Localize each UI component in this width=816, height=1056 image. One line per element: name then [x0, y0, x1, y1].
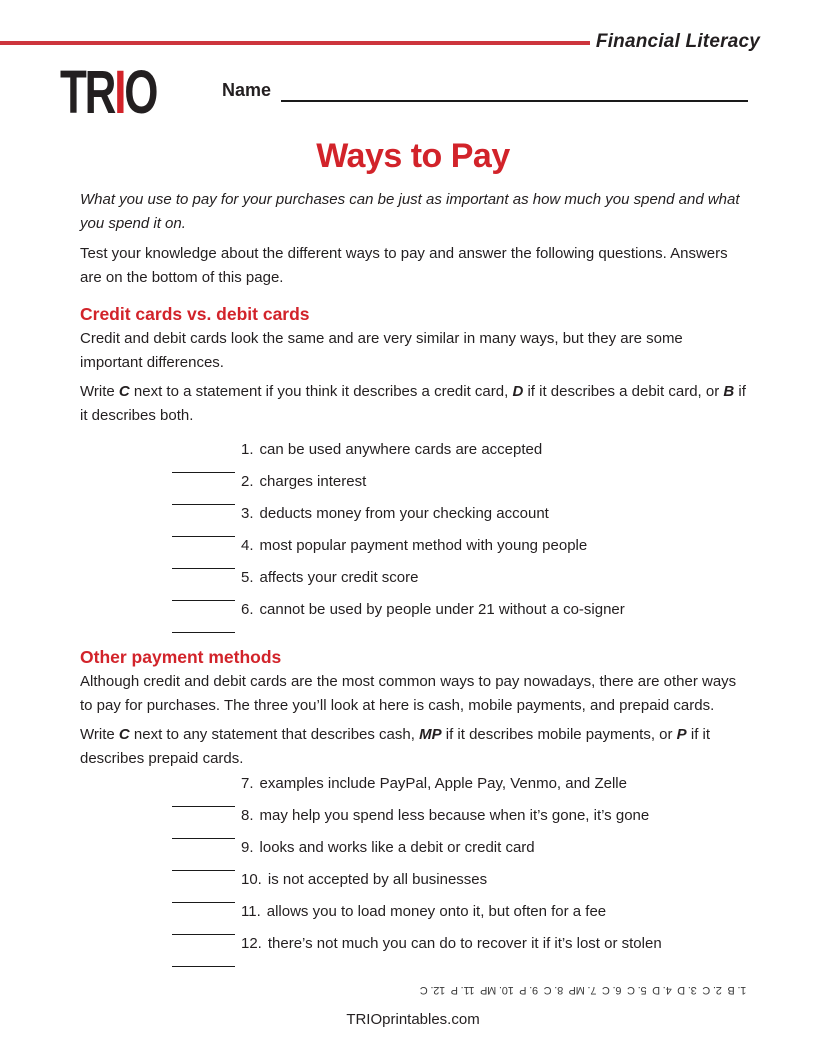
key-letter: P — [676, 726, 687, 743]
question-number: 7. — [241, 775, 254, 792]
trio-logo — [60, 58, 157, 126]
instruction-text: next to a statement if you think it describes a credit card, — [129, 383, 513, 400]
answer-blank[interactable] — [172, 608, 235, 633]
answer-blank[interactable] — [172, 814, 235, 839]
question-row — [172, 537, 746, 569]
answer-blank[interactable] — [172, 544, 235, 569]
question-text: can be used anywhere cards are accepted — [259, 441, 543, 458]
name-row — [222, 80, 748, 102]
question-row — [172, 935, 746, 967]
question-row — [172, 505, 746, 537]
answer-blank[interactable] — [172, 878, 235, 903]
answer-key: 1. B 2. C 3. D 4. D 5. C 6. C 7. MP 8. C 9. P 10. MP 11. P 12. C — [419, 984, 746, 996]
question-number: 12. — [241, 935, 262, 952]
answer-blank[interactable] — [172, 910, 235, 935]
intro-lead: What you use to pay for your purchases can be just as important as how much you spend and what you spend it on. — [80, 191, 740, 232]
question-text: there’s not much you can do to recover it if it’s lost or stolen — [267, 935, 662, 952]
instruction-text: if it describes prepaid cards. — [80, 726, 711, 767]
page-title: Ways to Pay — [316, 137, 510, 175]
question-row — [172, 601, 746, 633]
question-number: 4. — [241, 537, 254, 554]
question-text: charges interest — [259, 473, 367, 490]
section2-heading: Other payment methods — [80, 647, 282, 667]
subject-label: Financial Literacy — [595, 31, 760, 52]
question-number: 10. — [241, 871, 262, 888]
question-text: is not accepted by all businesses — [267, 871, 488, 888]
section1-instruction — [80, 380, 746, 428]
question-row — [172, 441, 746, 473]
logo-letters-tr: TR — [60, 58, 115, 126]
question-row — [172, 871, 746, 903]
question-number: 8. — [241, 807, 254, 824]
section2-description: Although credit and debit cards are the most common ways to pay nowadays, there are other ways to pay for purchases. The three you’ll look at here is cash, mobile payments, and prepaid cards. — [80, 673, 737, 714]
key-letter: C — [118, 383, 130, 400]
question-number: 6. — [241, 601, 254, 618]
worksheet-content — [80, 130, 746, 1028]
question-text: deducts money from your checking account — [259, 505, 549, 522]
header-rule — [0, 41, 590, 45]
section2-instruction — [80, 723, 746, 771]
question-number: 5. — [241, 569, 254, 586]
question-text: examples include PayPal, Apple Pay, Venmo, and Zelle — [259, 775, 627, 792]
question-text: affects your credit score — [259, 569, 419, 586]
question-number: 3. — [241, 505, 254, 522]
name-label: Name — [222, 80, 272, 100]
question-list-2 — [80, 775, 746, 967]
question-number: 2. — [241, 473, 254, 490]
answer-key-row — [80, 980, 746, 998]
question-text: looks and works like a debit or credit card — [259, 839, 535, 856]
instruction-text: if it describes mobile payments, or — [441, 726, 677, 743]
logo-letter-o: O — [124, 58, 157, 126]
section1-heading: Credit cards vs. debit cards — [80, 304, 310, 324]
question-row — [172, 903, 746, 935]
question-text: cannot be used by people under 21 without a co-signer — [259, 601, 625, 618]
instruction-text: if it describes both. — [80, 383, 746, 424]
question-number: 1. — [241, 441, 254, 458]
logo-letter-i: I — [114, 58, 125, 126]
question-number: 11. — [241, 903, 261, 920]
question-row — [172, 569, 746, 601]
key-letter: B — [723, 383, 735, 400]
answer-blank[interactable] — [172, 448, 235, 473]
key-letter: MP — [419, 726, 442, 743]
question-list-1 — [80, 441, 746, 633]
instruction-text: Write — [80, 383, 119, 400]
key-letter: C — [118, 726, 130, 743]
answer-blank[interactable] — [172, 480, 235, 505]
footer-url: TRIOprintables.com — [346, 1011, 480, 1028]
question-text: allows you to load money onto it, but often for a fee — [266, 903, 607, 920]
answer-blank[interactable] — [172, 512, 235, 537]
answer-blank[interactable] — [172, 782, 235, 807]
instruction-text: Write — [80, 726, 119, 743]
answer-blank[interactable] — [172, 846, 235, 871]
question-number: 9. — [241, 839, 254, 856]
intro-body: Test your knowledge about the different ways to pay and answer the following questions. Answers are on the bottom of this page. — [80, 245, 728, 286]
question-text: most popular payment method with young people — [259, 537, 588, 554]
question-row — [172, 473, 746, 505]
section1-description: Credit and debit cards look the same and are very similar in many ways, but they are some important differences. — [80, 330, 683, 371]
question-row — [172, 775, 746, 807]
key-letter: D — [512, 383, 524, 400]
question-row — [172, 807, 746, 839]
question-text: may help you spend less because when it’s gone, it’s gone — [259, 807, 650, 824]
answer-blank[interactable] — [172, 576, 235, 601]
name-input-line[interactable] — [281, 80, 748, 102]
instruction-text: next to any statement that describes cash, — [129, 726, 420, 743]
answer-blank[interactable] — [172, 942, 235, 967]
instruction-text: if it describes a debit card, or — [523, 383, 724, 400]
question-row — [172, 839, 746, 871]
